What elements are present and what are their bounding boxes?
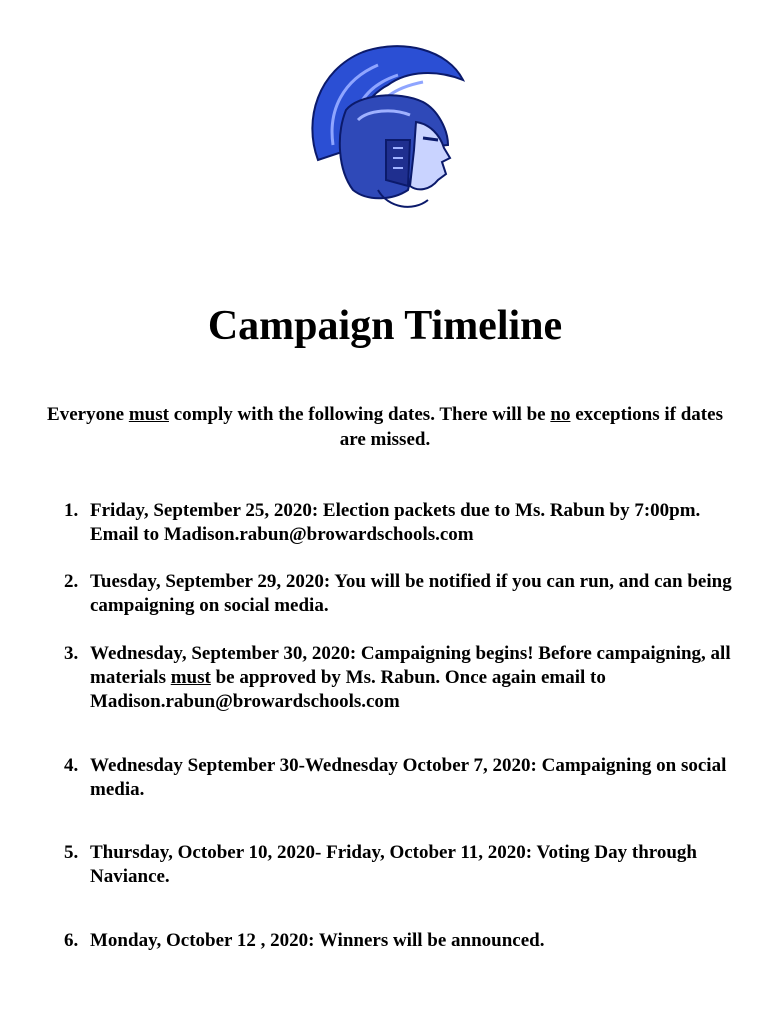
list-item <box>64 642 734 714</box>
list-item-emphasis-must: must <box>170 667 211 688</box>
list-item <box>64 841 734 889</box>
list-item-text: Thursday, October 10, 2020- Friday, October 11, 2020: Voting Day through Naviance. <box>90 842 697 887</box>
list-item-text: Monday, October 12 , 2020: Winners will be announced. <box>90 930 545 951</box>
page-title: Campaign Timeline <box>207 303 563 349</box>
list-item-number: 3. <box>64 643 79 664</box>
list-item-text: Wednesday September 30-Wednesday October 7, 2020: Campaigning on social media. <box>90 755 727 800</box>
list-item-number: 1. <box>64 500 79 521</box>
list-item-number: 2. <box>64 571 79 592</box>
list-item-text: Tuesday, September 29, 2020: You will be notified if you can run, and can being campaigning on social media. <box>90 571 732 616</box>
intro-text: comply with the following dates. There will be <box>168 404 551 425</box>
list-item-text-part: be approved by Ms. Rabun. Once again email to Madison.rabun@browardschools.com <box>90 667 606 712</box>
list-item <box>64 499 734 547</box>
list-item <box>64 754 734 802</box>
intro-text: Everyone <box>47 404 129 425</box>
list-item-number: 5. <box>64 842 79 863</box>
intro-emphasis-must: must <box>128 404 169 425</box>
intro-emphasis-no: no <box>550 404 571 425</box>
list-item-text-part: Wednesday, September 30, 2020: Campaigning begins! Before campaigning, all materials <box>90 643 731 688</box>
spartan-helmet-logo-icon <box>298 40 468 212</box>
list-item <box>64 929 734 953</box>
list-item-text <box>90 642 734 714</box>
list-item <box>64 570 734 618</box>
intro-text: exceptions if dates are missed. <box>339 404 723 450</box>
intro-paragraph <box>40 402 730 452</box>
list-item-text: Friday, September 25, 2020: Election packets due to Ms. Rabun by 7:00pm. Email to Madison.rabun@browardschools.com <box>90 500 701 545</box>
list-item-number: 6. <box>64 930 79 951</box>
list-item-number: 4. <box>64 755 79 776</box>
